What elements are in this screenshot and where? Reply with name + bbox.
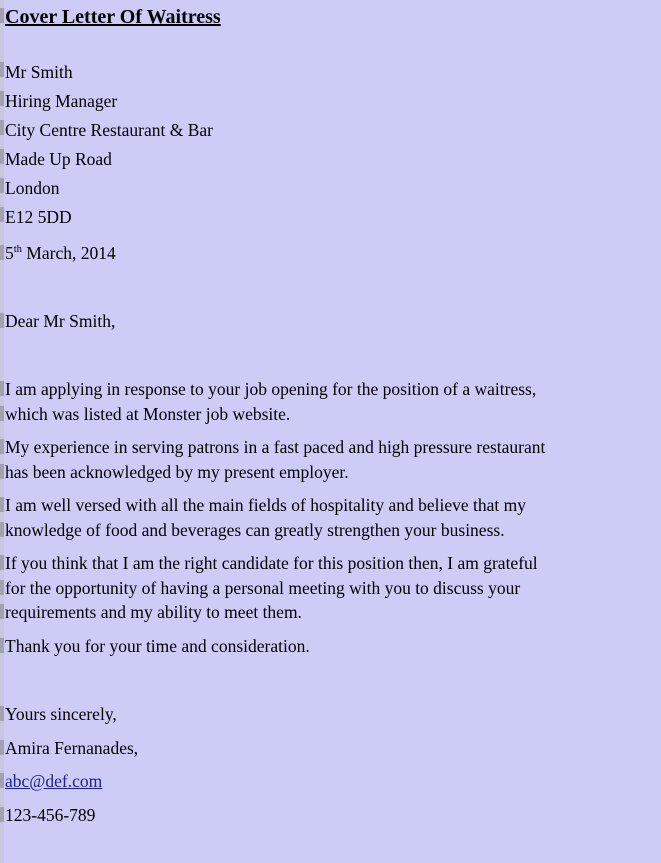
body-paragraph-2 — [5, 435, 661, 484]
recipient-company-line: City Centre Restaurant & Bar — [5, 116, 661, 145]
phone-number: 123-456-789 — [5, 803, 661, 828]
recipient-role-line: Hiring Manager — [5, 87, 661, 116]
closing-block — [5, 702, 661, 827]
date-line — [5, 241, 661, 265]
paragraph-line: has been acknowledged by my present employer. — [5, 460, 661, 485]
paragraph-line: which was listed at Monster job website. — [5, 402, 661, 427]
body-paragraph-3 — [5, 493, 661, 542]
date-month-year: March, 2014 — [21, 243, 116, 263]
recipient-street-line: Made Up Road — [5, 145, 661, 174]
signature-name: Amira Fernanades, — [5, 736, 661, 761]
paragraph-line: My experience in serving patrons in a fast paced and high pressure restaurant — [5, 435, 661, 460]
paragraph-line: knowledge of food and beverages can greatly strengthen your business. — [5, 518, 661, 543]
salutation: Dear Mr Smith, — [5, 309, 661, 333]
recipient-city-line: London — [5, 174, 661, 203]
recipient-name-line: Mr Smith — [5, 58, 661, 87]
paragraph-line: for the opportunity of having a personal meeting with you to discuss your — [5, 576, 661, 601]
valediction: Yours sincerely, — [5, 702, 661, 727]
recipient-postcode-line: E12 5DD — [5, 203, 661, 232]
recipient-address-block — [5, 58, 661, 232]
body-paragraph-1 — [5, 377, 661, 426]
page-title-text: Cover Letter Of Waitress — [5, 6, 221, 28]
date-day: 5 — [5, 243, 14, 263]
body-paragraph-4 — [5, 551, 661, 625]
paragraph-line: requirements and my ability to meet them. — [5, 600, 661, 625]
email-link[interactable]: abc@def.com — [5, 771, 103, 791]
paragraph-line: I am well versed with all the main fields of hospitality and believe that my — [5, 493, 661, 518]
page-title — [5, 4, 661, 30]
thank-you-paragraph — [5, 634, 661, 659]
paragraph-line: Thank you for your time and consideration. — [5, 634, 661, 659]
email-line — [5, 769, 661, 794]
paragraph-line: If you think that I am the right candidate for this position then, I am grateful — [5, 551, 661, 576]
date-ordinal-superscript: th — [13, 244, 22, 256]
paragraph-line: I am applying in response to your job opening for the position of a waitress, — [5, 377, 661, 402]
